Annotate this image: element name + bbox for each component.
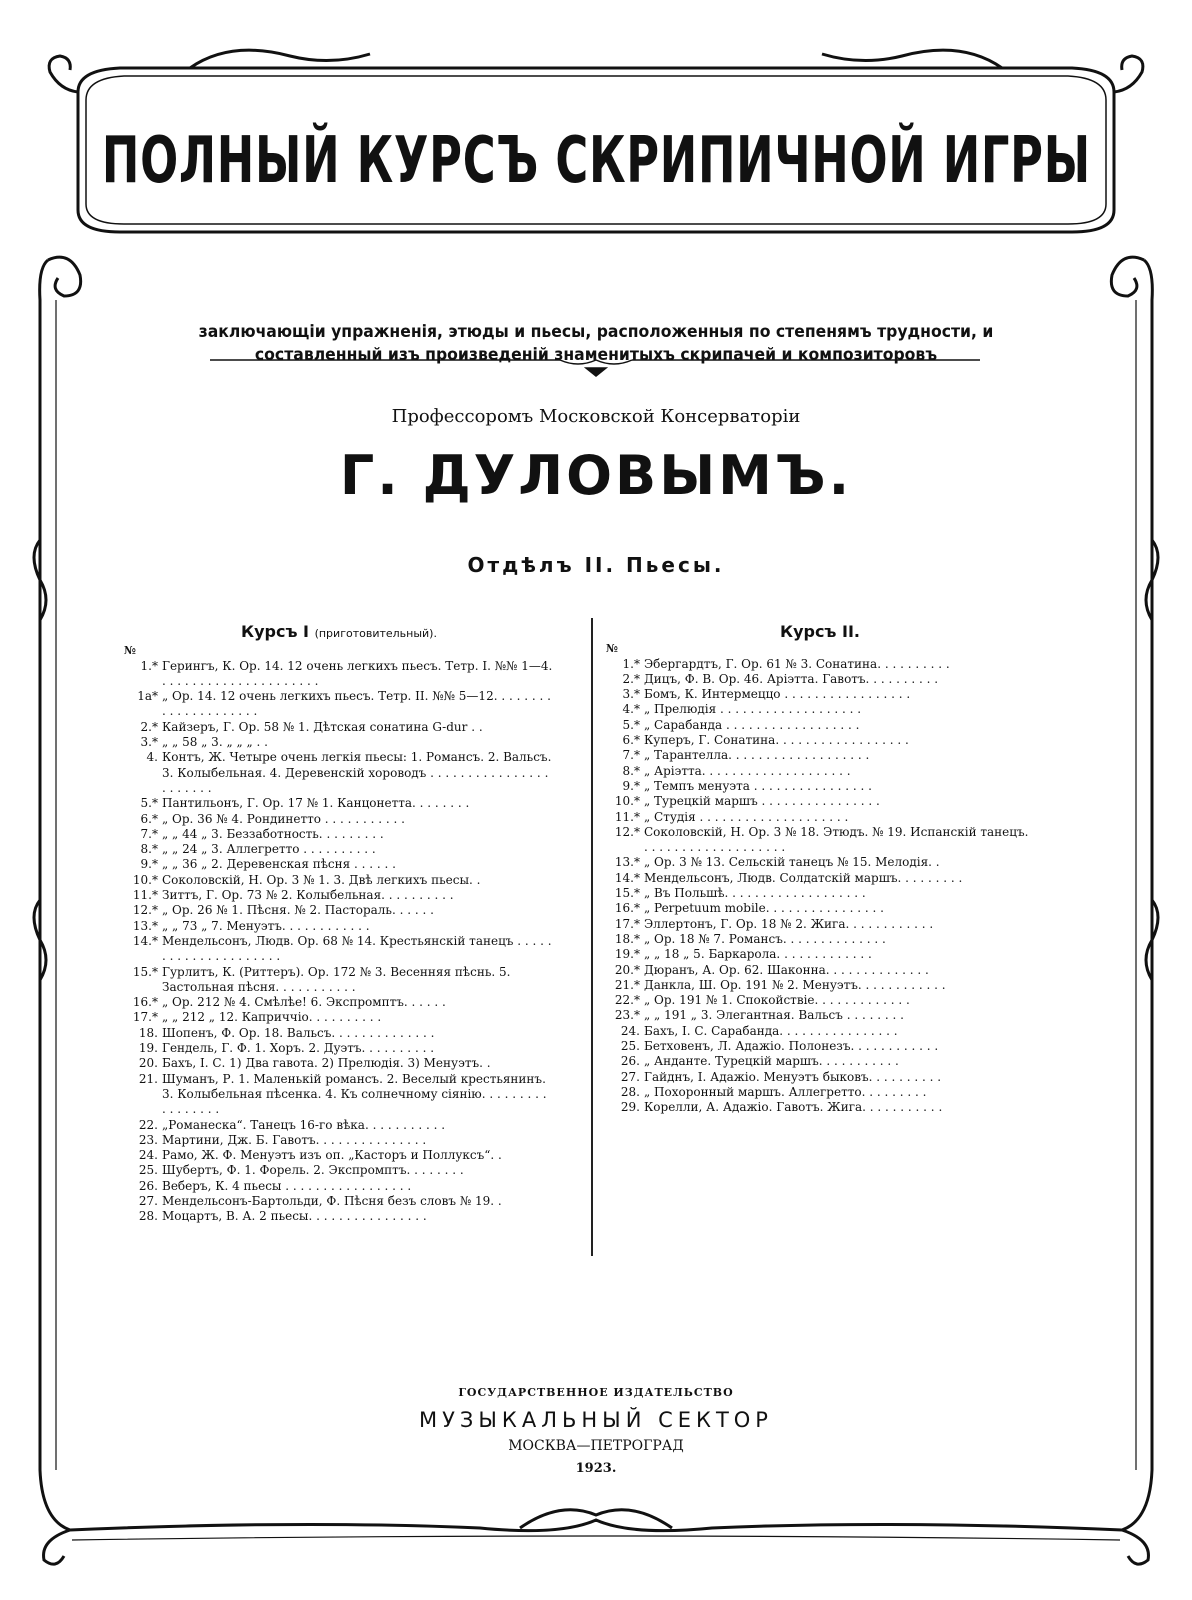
item-title: Бахъ, І. С. Сарабанда. . . . . . . . . . . . . . . . — [644, 1023, 898, 1038]
item-number: 9.* — [622, 778, 640, 793]
item-title: Гурлитъ, К. (Риттеръ). Ор. 172 № 3. Весенняя пѣснь. 5. Застольная пѣсня. . . . . . . . . . . — [162, 964, 511, 994]
list-item — [606, 932, 1034, 947]
list-item — [124, 1148, 554, 1163]
item-title: Бахъ, І. С. 1) Два гавота. 2) Прелюдія. 3) Менуэтъ. . — [162, 1056, 491, 1071]
list-item — [606, 1008, 1034, 1023]
item-title: Рамо, Ж. Ф. Менуэтъ изъ оп. „Касторъ и Поллуксъ“. . — [162, 1148, 502, 1163]
list-item — [124, 873, 554, 888]
item-title: Гендель, Г. Ф. 1. Хоръ. 2. Дуэтъ. . . . . . . . . . — [162, 1041, 435, 1056]
course-1-list — [124, 659, 554, 1225]
list-item — [606, 947, 1034, 962]
list-item — [124, 903, 554, 918]
item-number: 18. — [138, 1025, 158, 1040]
item-title: „ Ор. 191 № 1. Спокойствіе. . . . . . . . . . . . . — [644, 993, 910, 1008]
item-number: 20.* — [614, 962, 640, 977]
list-item — [606, 810, 1034, 825]
item-title: Дюранъ, А. Ор. 62. Шаконна. . . . . . . . . . . . . . — [644, 962, 929, 977]
list-item — [606, 733, 1034, 748]
item-number: 4. — [146, 750, 158, 765]
list-item — [124, 1179, 554, 1194]
item-number: 18.* — [614, 931, 640, 946]
list-item — [124, 689, 554, 720]
item-number: 11.* — [132, 888, 158, 903]
item-number: 25. — [620, 1039, 640, 1054]
item-title: „ „ 191 „ 3. Элегантная. Вальсъ . . . . . . . . — [644, 1008, 904, 1023]
item-number: 11.* — [614, 809, 640, 824]
course-1-note: (приготовительный). — [314, 627, 437, 640]
list-item — [606, 917, 1034, 932]
course-1-heading — [124, 624, 554, 641]
item-number: 6.* — [622, 733, 640, 748]
item-title: „ Студія . . . . . . . . . . . . . . . . . . . . — [644, 809, 849, 824]
item-title: „ „ 73 „ 7. Менуэтъ. . . . . . . . . . . . — [162, 918, 370, 933]
list-item — [606, 855, 1034, 870]
item-number: 13.* — [614, 855, 640, 870]
item-number: 22. — [138, 1117, 158, 1132]
course-2-heading — [606, 624, 1034, 639]
item-title: „ Ор. 3 № 13. Сельскій танецъ № 15. Мелодія. . — [644, 855, 940, 870]
list-item — [124, 919, 554, 934]
item-number: 26. — [620, 1054, 640, 1069]
item-title: „ Ор. 212 № 4. Смѣлѣе! 6. Экспромптъ. . . . . . — [162, 995, 446, 1010]
item-number: 8.* — [622, 763, 640, 778]
item-title: Бомъ, К. Интермеццо . . . . . . . . . . . . . . . . . — [644, 687, 911, 702]
list-item — [606, 1054, 1034, 1069]
item-number: 14.* — [132, 933, 158, 948]
list-item — [124, 1056, 554, 1071]
item-title: „Романеска“. Танецъ 16-го вѣка. . . . . . . . . . . — [162, 1117, 446, 1132]
item-number: 9.* — [140, 857, 158, 872]
author-name: Г. ДУЛОВЫМЪ. — [339, 444, 853, 507]
item-title: Эллертонъ, Г. Ор. 18 № 2. Жига. . . . . . . . . . . . — [644, 916, 934, 931]
list-item — [124, 1072, 554, 1118]
item-number: 24. — [620, 1023, 640, 1038]
list-item — [606, 672, 1034, 687]
list-item — [606, 764, 1034, 779]
item-title: Моцартъ, В. А. 2 пьесы. . . . . . . . . . . . . . . . — [162, 1209, 427, 1224]
item-number: 2.* — [140, 719, 158, 734]
column-divider — [591, 618, 593, 1256]
item-title: Мендельсонъ-Бартольди, Ф. Пѣсня безъ словъ № 19. . — [162, 1193, 502, 1208]
item-number: 3.* — [140, 735, 158, 750]
list-item — [124, 812, 554, 827]
item-title: „ Темпъ менуэта . . . . . . . . . . . . . . . . — [644, 778, 872, 793]
item-title: Данкла, Ш. Ор. 191 № 2. Менуэтъ. . . . . . . . . . . . — [644, 977, 946, 992]
item-title: Шубертъ, Ф. 1. Форель. 2. Экспромптъ. . . . . . . . — [162, 1163, 464, 1178]
item-title: Куперъ, Г. Сонатина. . . . . . . . . . . . . . . . . . — [644, 733, 909, 748]
item-number: 12.* — [132, 903, 158, 918]
item-number: 27. — [620, 1069, 640, 1084]
item-title: „ Турецкій маршъ . . . . . . . . . . . . . . . . — [644, 794, 880, 809]
list-item — [606, 978, 1034, 993]
list-item — [606, 718, 1034, 733]
publication-year: 1923. — [575, 1461, 617, 1476]
item-title: Эбергардтъ, Г. Ор. 61 № 3. Сонатина. . . . . . . . . . — [644, 656, 950, 671]
title-banner — [78, 92, 1114, 230]
item-title: Веберъ, К. 4 пьесы . . . . . . . . . . . . . . . . . — [162, 1178, 412, 1193]
list-item — [124, 1194, 554, 1209]
course-2-column — [606, 624, 1034, 1116]
item-number: 3.* — [622, 687, 640, 702]
item-title: „ Ор. 36 № 4. Рондинетто . . . . . . . . . . . — [162, 811, 405, 826]
list-item — [606, 702, 1034, 717]
item-number: 16.* — [132, 995, 158, 1010]
item-title: Пантильонъ, Г. Ор. 17 № 1. Канцонетта. . . . . . . . — [162, 796, 470, 811]
list-item — [124, 796, 554, 811]
list-item — [124, 1209, 554, 1224]
course-1-title: Курсъ I — [241, 622, 309, 641]
item-title: „ Аріэтта. . . . . . . . . . . . . . . . . . . . — [644, 763, 851, 778]
number-sign: № — [124, 644, 136, 658]
list-item — [124, 965, 554, 996]
list-item — [606, 886, 1034, 901]
item-number: 15.* — [132, 964, 158, 979]
author-credit-line: Профессоромъ Московской Консерваторіи — [391, 406, 801, 427]
list-item — [124, 995, 554, 1010]
item-number: 7.* — [140, 826, 158, 841]
item-title: „ „ 24 „ 3. Аллегретто . . . . . . . . . . — [162, 842, 376, 857]
item-number: 28. — [620, 1084, 640, 1099]
item-number: 1а* — [137, 689, 158, 704]
list-item — [124, 827, 554, 842]
list-item — [606, 1039, 1034, 1054]
item-number: 19. — [138, 1041, 158, 1056]
subtitle-line-1: заключающіи упражненія, этюды и пьесы, расположенныя по степенямъ трудности, и — [198, 322, 994, 342]
item-number: 29. — [620, 1100, 640, 1115]
item-title: „ Perpetuum mobile. . . . . . . . . . . . . . . . — [644, 901, 884, 916]
item-number: 5.* — [622, 717, 640, 732]
list-item — [606, 1085, 1034, 1100]
item-number: 4.* — [622, 702, 640, 717]
number-sign: № — [606, 642, 618, 656]
item-number: 28. — [138, 1209, 158, 1224]
item-number: 1.* — [622, 656, 640, 671]
list-item — [124, 857, 554, 872]
list-item — [124, 1118, 554, 1133]
list-item — [606, 871, 1034, 886]
item-title: „ Анданте. Турецкій маршъ. . . . . . . . . . . — [644, 1054, 899, 1069]
item-title: „ „ 44 „ 3. Беззаботность. . . . . . . . . — [162, 826, 384, 841]
item-number: 5.* — [140, 796, 158, 811]
list-item — [124, 1010, 554, 1025]
item-number: 19.* — [614, 947, 640, 962]
item-number: 17.* — [614, 916, 640, 931]
list-item — [606, 1100, 1034, 1115]
list-item — [124, 720, 554, 735]
item-title: „ „ 36 „ 2. Деревенская пѣсня . . . . . . — [162, 857, 396, 872]
list-item — [606, 748, 1034, 763]
list-item — [606, 825, 1034, 856]
list-item — [124, 1163, 554, 1178]
item-number: 2.* — [622, 671, 640, 686]
item-title: „ „ 18 „ 5. Баркарола. . . . . . . . . . . . . — [644, 947, 872, 962]
item-number: 6.* — [140, 811, 158, 826]
item-number: 23. — [138, 1132, 158, 1147]
item-number: 13.* — [132, 918, 158, 933]
list-item — [606, 779, 1034, 794]
item-title: „ „ 212 „ 12. Каприччіо. . . . . . . . . . — [162, 1010, 382, 1025]
list-item — [606, 687, 1034, 702]
list-item — [606, 963, 1034, 978]
item-title: Мендельсонъ, Людв. Солдатскій маршъ. . . . . . . . . — [644, 870, 963, 885]
item-title: Соколовскій, Н. Ор. 3 № 1. 3. Двѣ легкихъ пьесы. . — [162, 872, 481, 887]
item-number: 16.* — [614, 901, 640, 916]
item-number: 7.* — [622, 748, 640, 763]
item-title: „ Ор. 14. 12 очень легкихъ пьесъ. Тетр. II. №№ 5—12. . . . . . . . . . . . . . . . . . . . . — [162, 689, 551, 719]
list-item — [124, 934, 554, 965]
item-title: Дицъ, Ф. В. Ор. 46. Аріэтта. Гавотъ. . . . . . . . . . — [644, 671, 939, 686]
item-number: 10.* — [132, 872, 158, 887]
item-title: Зиттъ, Г. Ор. 73 № 2. Колыбельная. . . . . . . . . . — [162, 888, 454, 903]
item-number: 20. — [138, 1056, 158, 1071]
list-item — [606, 1024, 1034, 1039]
section-heading: Отдѣлъ II. Пьесы. — [467, 553, 725, 577]
list-item — [124, 1133, 554, 1148]
item-title: Контъ, Ж. Четыре очень легкія пьесы: 1. Романсъ. 2. Вальсъ. 3. Колыбельная. 4. Деревенскій хороводъ . . . . . . . . . . . . . . . . . . . . . . . — [162, 750, 552, 795]
item-title: Мендельсонъ, Людв. Ор. 68 № 14. Крестьянскій танецъ . . . . . . . . . . . . . . . . . . . . . — [162, 933, 552, 964]
item-title: Герингъ, К. Ор. 14. 12 очень легкихъ пьесъ. Тетр. I. №№ 1—4. . . . . . . . . . . . . . . . . . . . . . — [162, 658, 553, 688]
item-number: 17.* — [132, 1010, 158, 1025]
item-title: „ Ор. 18 № 7. Романсъ. . . . . . . . . . . . . . — [644, 931, 886, 946]
list-item — [606, 794, 1034, 809]
publisher-cities: МОСКВА—ПЕТРОГРАД — [508, 1438, 684, 1454]
list-item — [606, 993, 1034, 1008]
item-title: „ Сарабанда . . . . . . . . . . . . . . . . . . — [644, 717, 860, 732]
item-title: „ Тарантелла. . . . . . . . . . . . . . . . . . . — [644, 748, 870, 763]
list-item — [124, 1041, 554, 1056]
publisher-sector: МУЗЫКАЛЬНЫЙ СЕКТОР — [419, 1408, 773, 1432]
list-item — [606, 657, 1034, 672]
item-number: 12.* — [614, 824, 640, 839]
list-item — [124, 735, 554, 750]
list-item — [124, 888, 554, 903]
item-number: 23.* — [614, 1008, 640, 1023]
list-item — [124, 750, 554, 796]
subtitle-line-2: составленный изъ произведеній знаменитыхъ скрипачей и композиторовъ — [254, 345, 938, 365]
item-number: 14.* — [614, 870, 640, 885]
item-title: Корелли, А. Адажіо. Гавотъ. Жига. . . . . . . . . . . — [644, 1100, 943, 1115]
list-item — [124, 1026, 554, 1041]
item-title: „ Прелюдія . . . . . . . . . . . . . . . . . . . — [644, 702, 862, 717]
list-item — [606, 901, 1034, 916]
item-number: 21. — [138, 1071, 158, 1086]
item-title: Гайднъ, І. Адажіо. Менуэтъ быковъ. . . . . . . . . . — [644, 1069, 942, 1084]
item-title: „ „ 58 „ 3. „ „ „ . . — [162, 735, 268, 750]
page-title: ПОЛНЫЙ КУРСЪ СКРИПИЧНОЙ ИГРЫ — [101, 124, 1091, 198]
item-number: 24. — [138, 1148, 158, 1163]
list-item — [124, 842, 554, 857]
list-item — [124, 659, 554, 690]
item-number: 27. — [138, 1193, 158, 1208]
item-title: Мартини, Дж. Б. Гавотъ. . . . . . . . . . . . . . . — [162, 1132, 427, 1147]
item-title: „ Похоронный маршъ. Аллегретто. . . . . . . . . — [644, 1084, 927, 1099]
item-title: Бетховенъ, Л. Адажіо. Полонезъ. . . . . . . . . . . . — [644, 1039, 939, 1054]
item-number: 25. — [138, 1163, 158, 1178]
item-number: 26. — [138, 1178, 158, 1193]
item-number: 8.* — [140, 842, 158, 857]
item-title: Шопенъ, Ф. Ор. 18. Вальсъ. . . . . . . . . . . . . . — [162, 1025, 435, 1040]
item-number: 1.* — [140, 658, 158, 673]
item-number: 15.* — [614, 886, 640, 901]
list-item — [606, 1070, 1034, 1085]
item-title: „ Въ Польшѣ. . . . . . . . . . . . . . . . . . . — [644, 886, 866, 901]
course-1-column — [124, 624, 554, 1225]
publisher-name: ГОСУДАРСТВЕННОЕ ИЗДАТЕЛЬСТВО — [458, 1386, 734, 1399]
item-number: 22.* — [614, 993, 640, 1008]
item-number: 10.* — [614, 794, 640, 809]
item-title: Кайзеръ, Г. Ор. 58 № 1. Дѣтская сонатина G-dur . . — [162, 719, 483, 734]
item-number: 21.* — [614, 977, 640, 992]
course-2-title: Курсъ II. — [779, 622, 861, 641]
item-title: Соколовскій, Н. Ор. 3 № 18. Этюдъ. № 19. Испанскій танецъ. . . . . . . . . . . . . . . . . . . . — [644, 824, 1029, 855]
course-2-list — [606, 657, 1034, 1116]
item-title: Шуманъ, Р. 1. Маленькій романсъ. 2. Веселый крестьянинъ. 3. Колыбельная пѣсенка. 4. Къ солнечному сіянію. . . . . . . . . . . . . . . . . — [162, 1071, 547, 1117]
item-title: „ Ор. 26 № 1. Пѣсня. № 2. Пастораль. . . . . . — [162, 903, 434, 918]
